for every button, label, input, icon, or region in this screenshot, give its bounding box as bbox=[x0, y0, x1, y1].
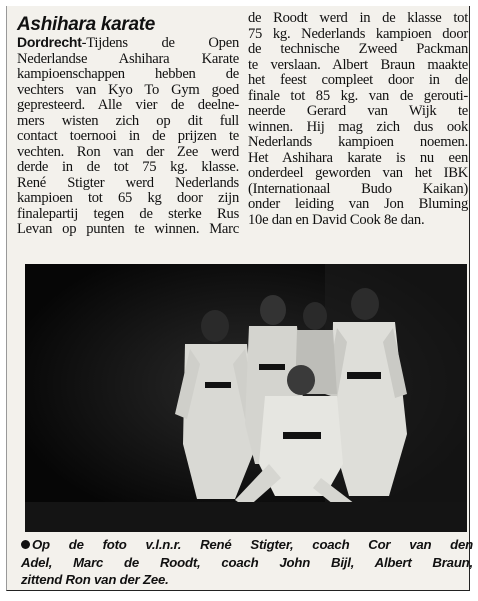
article-line: 10e dan en David Cook 8e dan. bbox=[248, 211, 425, 228]
article-line: Het Ashihara karate is nu een bbox=[248, 149, 468, 166]
article-line: mers wisten zich op dit full bbox=[17, 112, 239, 129]
article-line: 75 kg. Nederlands kampioen door bbox=[248, 25, 468, 42]
article-line-text: -Tijdens de Open bbox=[81, 35, 239, 51]
caption-line: zittend Ron van der Zee. bbox=[21, 572, 169, 588]
team-photo-illustration bbox=[25, 264, 467, 532]
article-line: de Roodt werd in de klasse tot bbox=[248, 10, 468, 26]
article-line: Nederlandse Ashihara Karate bbox=[17, 50, 239, 67]
newspaper-clipping bbox=[6, 6, 473, 591]
article-column-right bbox=[248, 11, 468, 228]
article-line: neerde Gerard van Wijk te bbox=[248, 103, 468, 119]
article-column-left bbox=[17, 35, 239, 238]
article-line: finalepartij tegen de sterke Rus bbox=[17, 205, 239, 222]
article-line: (Internationaal Budo Kaikan) bbox=[248, 180, 468, 197]
caption-line bbox=[21, 536, 473, 554]
article-line: onder leiding van Jon Bluming bbox=[248, 196, 468, 212]
caption-line-text: Op de foto v.l.n.r. René Stigter, coach Cor van den bbox=[32, 537, 473, 552]
article-line: Levan op punten te winnen. Marc bbox=[17, 221, 239, 237]
article-line: kampioenschappen hebben de bbox=[17, 66, 239, 82]
article-line: René Stigter werd Nederlands bbox=[17, 174, 239, 191]
article-line: vechters van Kyo To Gym goed bbox=[17, 81, 239, 98]
article-headline: Ashihara karate bbox=[17, 14, 156, 35]
article-line: finale tot 85 kg. van de gerouti- bbox=[248, 87, 468, 104]
article-line: gepresteerd. Alle vier de deelne- bbox=[17, 97, 239, 113]
article-line: onderdeel geworden van het IBK bbox=[248, 165, 468, 181]
bullet-icon bbox=[21, 540, 30, 549]
photo-caption bbox=[21, 536, 473, 589]
article-dateline: Dordrecht bbox=[17, 34, 82, 50]
article-line bbox=[17, 35, 239, 52]
article-line: derde in de tot 75 kg. klasse. bbox=[17, 159, 239, 175]
article-line: kampioen tot 65 kg door zijn bbox=[17, 190, 239, 206]
article-line: vechten. Ron van der Zee werd bbox=[17, 143, 239, 160]
article-line: te verslaan. Albert Braun maakte bbox=[248, 56, 468, 73]
article-line: contact toernooi in de prijzen te bbox=[17, 128, 239, 144]
article-line: winnen. Hij mag zich dus ook bbox=[248, 118, 468, 135]
caption-line: Adel, Marc de Roodt, coach John Bijl, Albert Braun, bbox=[21, 554, 473, 570]
article-line: de technische Zweed Packman bbox=[248, 41, 468, 57]
team-photo bbox=[25, 264, 467, 532]
article-line: Nederlands kampioen noemen. bbox=[248, 134, 468, 150]
article-line: het feest compleet door in de bbox=[248, 72, 468, 88]
